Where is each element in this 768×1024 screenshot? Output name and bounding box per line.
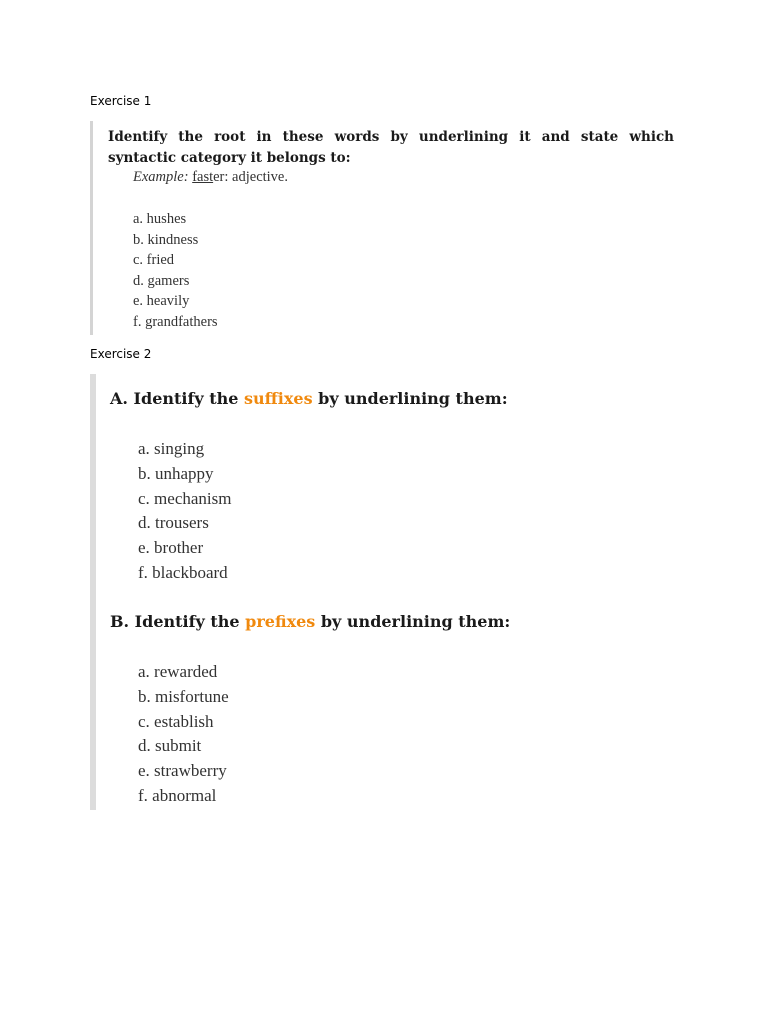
list-item: b. unhappy: [138, 463, 214, 483]
list-item: a. singing: [138, 439, 205, 458]
list-item: b. misfortune: [138, 686, 229, 706]
partA-heading-highlight: suffixes: [244, 389, 313, 408]
list-item: f. abnormal: [138, 785, 217, 805]
list-item: e. strawberry: [138, 761, 227, 781]
exercise1-list: [133, 209, 218, 333]
exercise1-instruction: Identify the root in these words by underlining it and state which syntactic category it belongs to:: [108, 129, 674, 166]
partB-heading: [110, 612, 510, 631]
exercise2-box: [90, 374, 696, 810]
list-item: e. heavily: [133, 293, 190, 310]
partB-heading-before: B. Identify the: [110, 612, 246, 631]
exercise1-box: [90, 121, 683, 335]
exercise1-label: Exercise 1: [90, 94, 152, 108]
list-item: a. hushes: [133, 211, 187, 227]
list-item: e. brother: [138, 538, 204, 558]
example-root: fast: [192, 169, 214, 185]
partB-list: [138, 660, 229, 809]
exercise1-example: [133, 169, 288, 186]
list-item: c. fried: [133, 252, 175, 269]
list-item: d. trousers: [138, 513, 209, 533]
list-item: c. mechanism: [138, 488, 232, 508]
example-rest: er: adjective.: [213, 169, 288, 185]
list-item: b. kindness: [133, 231, 199, 248]
partA-heading-after: by underlining them:: [312, 389, 508, 408]
list-item: c. establish: [138, 711, 214, 731]
example-prefix: Example:: [133, 169, 189, 185]
partA-list: [138, 437, 231, 586]
partB-heading-after: by underlining them:: [315, 612, 511, 631]
list-item: d. gamers: [133, 272, 190, 289]
partA-heading-before: A. Identify the: [110, 389, 245, 408]
list-item: d. submit: [138, 736, 202, 756]
partA-heading: [110, 389, 508, 408]
partB-heading-highlight: prefixes: [245, 612, 316, 631]
list-item: f. grandfathers: [133, 313, 218, 330]
list-item: a. rewarded: [138, 662, 218, 681]
list-item: f. blackboard: [138, 562, 228, 582]
exercise2-label: Exercise 2: [90, 347, 152, 361]
